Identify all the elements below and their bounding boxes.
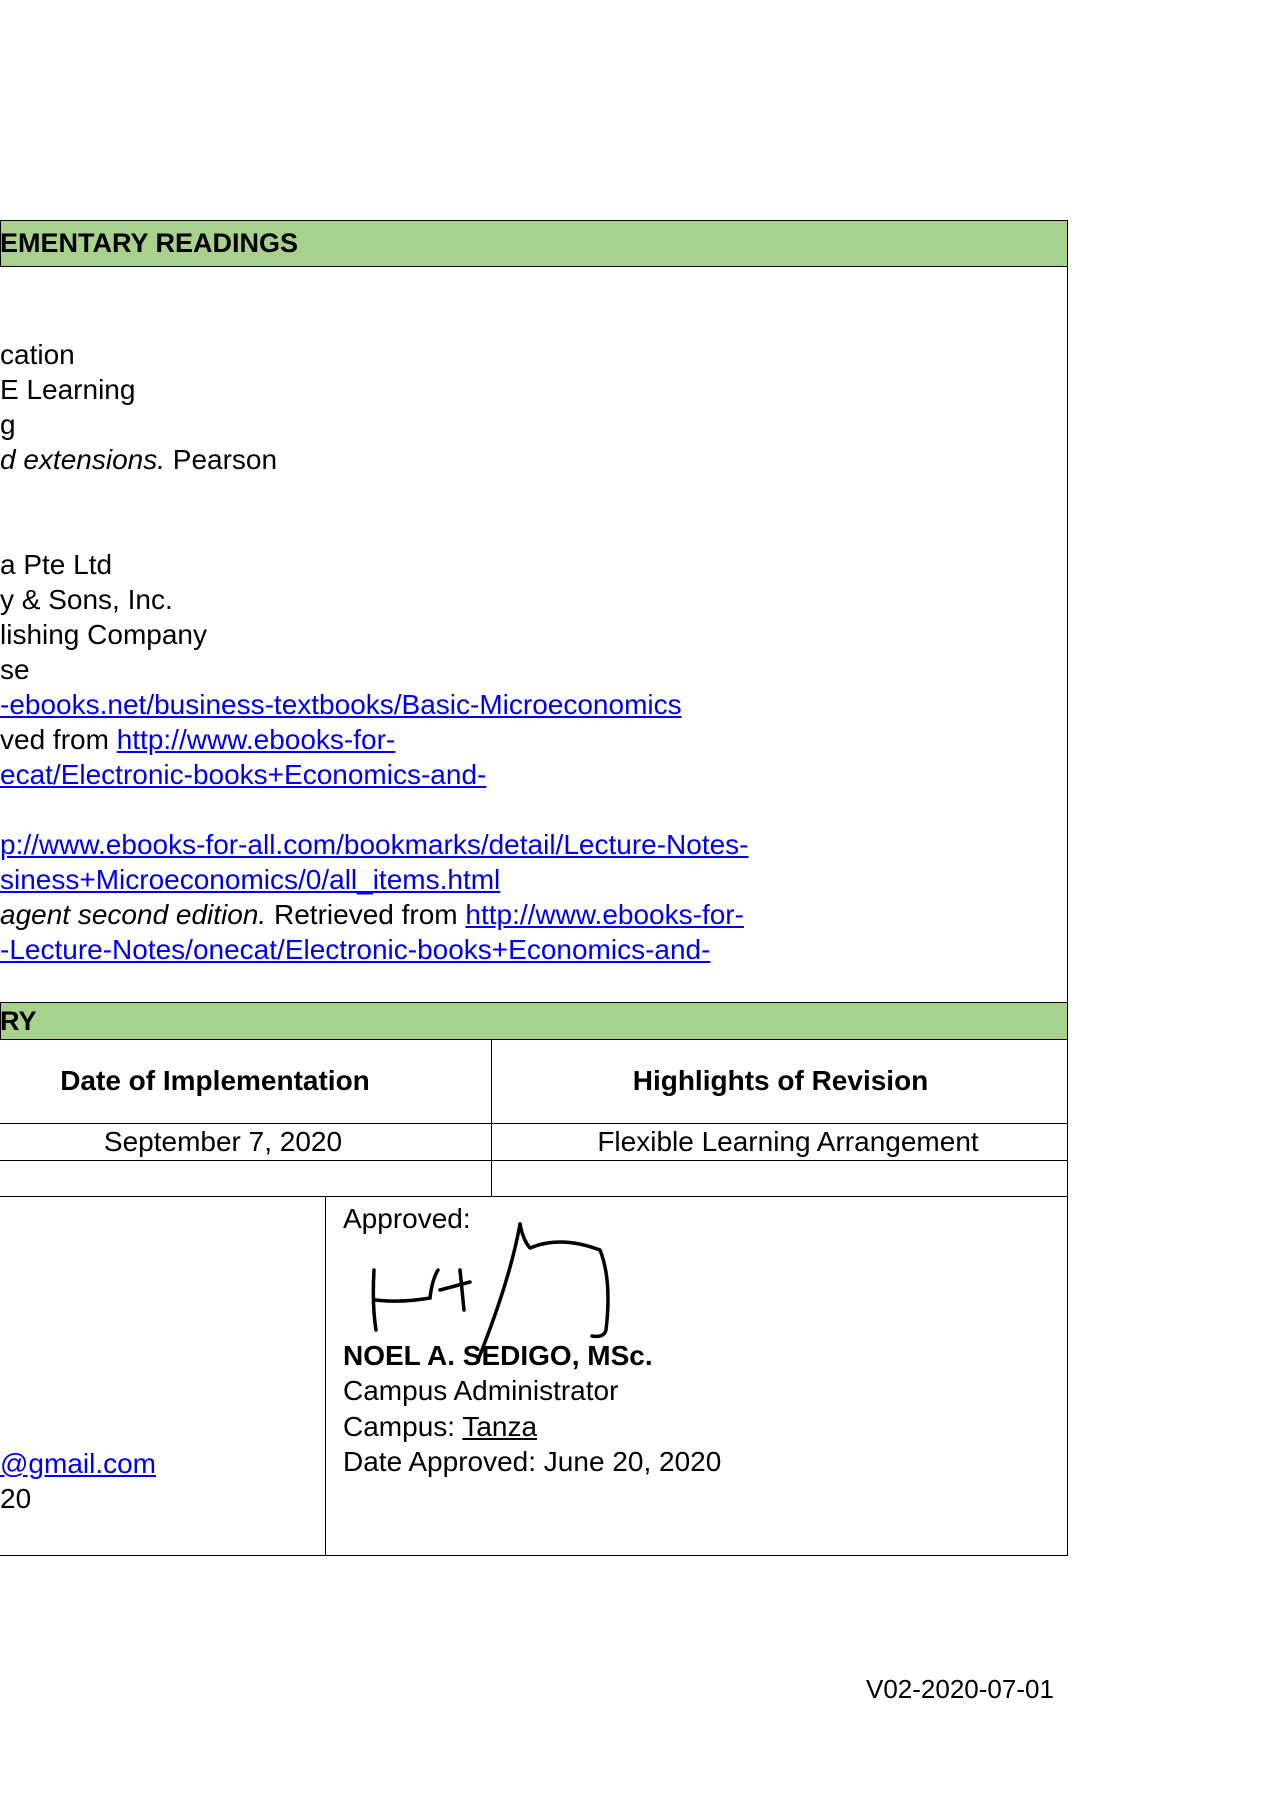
approval-date: Date Approved: June 20, 2020 bbox=[343, 1446, 722, 1477]
reading-line-3 bbox=[0, 408, 16, 442]
reading-link[interactable]: siness+Microeconomics/0/all_items.html bbox=[0, 864, 501, 895]
reading-text: g bbox=[0, 409, 16, 440]
approver-name: NOEL A. SEDIGO, MSc. bbox=[343, 1340, 653, 1371]
reading-text: y & Sons, Inc. bbox=[0, 584, 173, 615]
campus-value: Tanza bbox=[462, 1411, 538, 1442]
reading-line-12 bbox=[0, 828, 749, 862]
reading-line-5 bbox=[0, 548, 112, 582]
reading-line-15 bbox=[0, 933, 710, 967]
reading-line-6 bbox=[0, 583, 173, 617]
col-header-highlights: Highlights of Revision bbox=[632, 1065, 929, 1096]
revision-table bbox=[0, 1039, 1068, 1197]
left-email bbox=[0, 1447, 156, 1481]
reading-text: Retrieved from bbox=[266, 899, 466, 930]
reading-text: cation bbox=[0, 339, 75, 370]
reading-text: E Learning bbox=[0, 374, 136, 405]
reading-line-14 bbox=[0, 898, 744, 932]
reading-link[interactable]: http://www.ebooks-for- bbox=[116, 724, 396, 755]
reading-link[interactable]: ecat/Electronic-books+Economics-and- bbox=[0, 759, 487, 790]
approver-title: Campus Administrator bbox=[343, 1375, 619, 1406]
reading-line-7 bbox=[0, 618, 207, 652]
approved-label: Approved: bbox=[343, 1203, 471, 1234]
revision-header-bar bbox=[0, 1002, 1068, 1040]
left-date: 20 bbox=[0, 1483, 32, 1514]
revision-row-divider-1 bbox=[0, 1123, 1068, 1124]
signature-image bbox=[360, 1210, 630, 1360]
reading-text: se bbox=[0, 654, 30, 685]
reading-line-4 bbox=[0, 443, 277, 477]
reading-text: a Pte Ltd bbox=[0, 549, 113, 580]
reading-line-11 bbox=[0, 758, 486, 792]
reading-text: ved from bbox=[0, 724, 117, 755]
readings-header: EMENTARY READINGS bbox=[0, 228, 299, 258]
reading-line-1 bbox=[0, 338, 75, 372]
reading-link[interactable]: http://www.ebooks-for- bbox=[465, 899, 744, 930]
reading-text: Pearson bbox=[165, 444, 278, 475]
approver-campus bbox=[343, 1410, 537, 1444]
revision-highlights-cell: Flexible Learning Arrangement bbox=[597, 1126, 979, 1157]
reading-line-9 bbox=[0, 688, 682, 722]
signoff-divider bbox=[325, 1196, 326, 1556]
reading-line-13 bbox=[0, 863, 500, 897]
reading-title-italic: d extensions. bbox=[0, 444, 165, 475]
reading-link[interactable]: -ebooks.net/business-textbooks/Basic-Microeconomics bbox=[0, 689, 682, 720]
reading-line-8 bbox=[0, 653, 30, 687]
col-header-date: Date of Implementation bbox=[60, 1065, 370, 1096]
revision-header: RY bbox=[0, 1006, 37, 1036]
version-code: V02-2020-07-01 bbox=[866, 1674, 1054, 1704]
reading-title-italic: agent second edition. bbox=[0, 899, 267, 930]
revision-date-cell: September 7, 2020 bbox=[103, 1126, 343, 1157]
revision-row-divider-2 bbox=[0, 1160, 1068, 1161]
reading-line-2 bbox=[0, 373, 135, 407]
email-link[interactable]: @gmail.com bbox=[0, 1448, 157, 1479]
reading-link[interactable]: -Lecture-Notes/onecat/Electronic-books+Economics-and- bbox=[0, 934, 711, 965]
campus-label: Campus: bbox=[343, 1411, 463, 1442]
reading-line-10 bbox=[0, 723, 395, 757]
reading-text: lishing Company bbox=[0, 619, 207, 650]
revision-col-divider bbox=[491, 1039, 492, 1197]
reading-link[interactable]: p://www.ebooks-for-all.com/bookmarks/detail/Lecture-Notes- bbox=[0, 829, 749, 860]
